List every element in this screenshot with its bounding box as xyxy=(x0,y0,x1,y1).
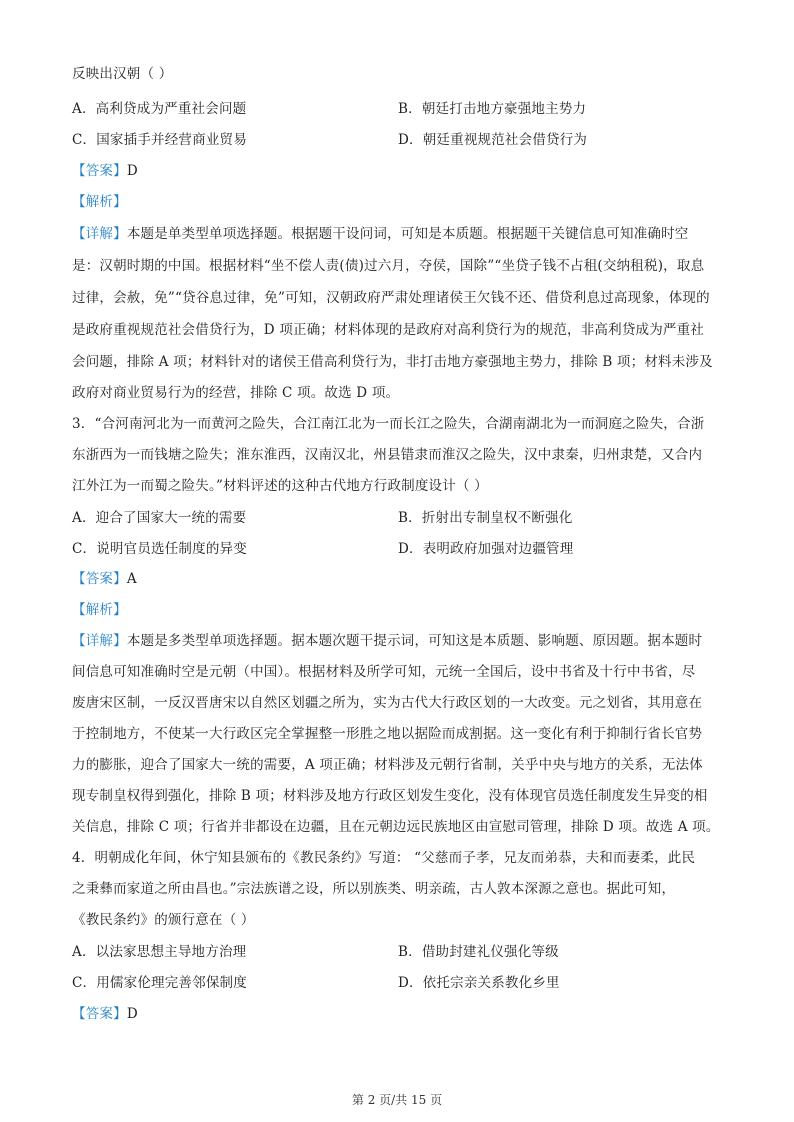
q3-stem-line: 东浙西为一而钱塘之险失；淮东淮西，汉南汉北，州县错隶而淮汉之险失，汉中隶秦，归州隶楚，又合内 xyxy=(72,447,703,463)
q2-option-b: B．朝廷打击地方豪强地主势力 xyxy=(398,101,587,117)
q4-option-a: A．以法家思想主导地方治理 xyxy=(72,944,247,960)
q3-detail-line: 废唐宋区制，一反汉晋唐宋以自然区划疆之所为，实为古代大行政区划的一大改变。元之划省，其用意在 xyxy=(72,695,703,711)
page-footer: 第 2 页/共 15 页 xyxy=(351,1093,443,1107)
q4-stem-line: 4．明朝成化年间，休宁知县颁布的《教民条约》写道： “父慈而子孝，兄友而弟恭，夫和而妻柔，此民 xyxy=(72,850,696,866)
q3-detail-label: 【详解】 xyxy=(72,633,127,649)
q2-detail-line xyxy=(72,224,689,244)
q2-detail-label: 【详解】 xyxy=(72,226,127,242)
q2-analysis-label: 【解析】 xyxy=(72,194,127,210)
q3-detail-line: 关信息，排除 C 项；行省并非都设在边疆，且在元朝边远民族地区由宣慰司管理，排除 D 项。故选 A 项。 xyxy=(72,819,720,835)
q4-option-b: B．借助封建礼仪强化等级 xyxy=(398,944,559,960)
q2-detail-line: 会问题，排除 A 项；材料针对的诸侯王借高利贷行为，非打击地方豪强地主势力，排除 B 项；材料未涉及 xyxy=(72,354,713,370)
q3-option-d: D．表明政府加强对边疆管理 xyxy=(398,541,574,557)
q3-answer xyxy=(72,569,137,589)
q3-stem-line: 3．“合河南河北为一而黄河之险失，合江南江北为一而长江之险失，合湖南湖北为一而洞庭之险失，合浙 xyxy=(72,416,705,432)
q4-stem-line: 之秉彝而家道之所由昌也。”宗法族谱之设，所以别族类、明亲疏，古人敦本深源之意也。据此可知， xyxy=(72,881,676,897)
q2-option-c: C．国家插手并经营商业贸易 xyxy=(72,132,247,148)
q3-detail-line: 于控制地方，不使某一大行政区完全掌握整一形胜之地以据险而成割据。这一变化有利于抑制行省长官势 xyxy=(72,726,703,742)
q4-answer-label: 【答案】 xyxy=(72,1006,127,1022)
q3-detail-line: 间信息可知准确时空是元朝（中国）。根据材料及所学可知，元统一全国后，设中书省及十行中书省，尽 xyxy=(72,664,696,680)
q3-detail-line xyxy=(72,631,702,651)
q3-answer-value: A xyxy=(126,571,137,587)
q2-detail-line: 是：汉朝时期的中国。根据材料“坐不偿人责(债)过六月，夺侯，国除”“坐贷子钱不占租(交纳租税)，取息 xyxy=(72,258,705,274)
q2-detail-text: 本题是单类型单项选择题。根据题干设问词，可知是本质题。根据题干关键信息可知准确时空 xyxy=(126,226,689,242)
q2-answer xyxy=(72,161,138,181)
q4-stem-line: 《教民条约》的颁行意在（ ） xyxy=(72,912,255,928)
q4-answer-value: D xyxy=(126,1006,138,1022)
q3-option-b: B．折射出专制皇权不断强化 xyxy=(398,510,573,526)
q4-option-d: D．依托宗亲关系教化乡里 xyxy=(398,975,560,991)
q2-option-d: D．朝廷重视规范社会借贷行为 xyxy=(398,132,588,148)
q2-detail-line: 过律，会赦，免”“贷谷息过律，免”可知，汉朝政府严肃处理诸侯王欠钱不还、借贷利息过高现象，体现的 xyxy=(72,290,710,306)
q3-stem-line: 江外江为一而蜀之险失。”材料评述的这种古代地方行政制度设计（ ） xyxy=(72,478,488,494)
q3-analysis-label: 【解析】 xyxy=(72,602,127,618)
q3-detail-text: 本题是多类型单项选择题。据本题次题干提示词，可知这是本质题、影响题、原因题。据本题时 xyxy=(126,633,703,649)
q2-detail-line: 政府对商业贸易行为的经营，排除 C 项。故选 D 项。 xyxy=(72,385,400,401)
q3-answer-label: 【答案】 xyxy=(72,571,127,587)
q2-answer-label: 【答案】 xyxy=(72,163,127,179)
q2-stem-tail: 反映出汉朝（ ） xyxy=(72,66,173,82)
q3-detail-line: 现专制皇权得到强化，排除 B 项；材料涉及地方行政区划发生变化，没有体现官员选任制度发生异变的相 xyxy=(72,788,708,804)
q3-option-a: A．迎合了国家大一统的需要 xyxy=(72,510,247,526)
q2-answer-value: D xyxy=(126,163,138,179)
q2-detail-line: 是政府重视规范社会借贷行为，D 项正确；材料体现的是政府对高利贷行为的规范，非高利贷成为严重社 xyxy=(72,322,705,338)
q4-answer xyxy=(72,1004,138,1024)
q4-option-c: C．用儒家伦理完善邻保制度 xyxy=(72,975,247,991)
q3-option-c: C．说明官员选任制度的异变 xyxy=(72,541,247,557)
q3-detail-line: 力的膨胀，迎合了国家大一统的需要，A 项正确；材料涉及元朝行省制，关乎中央与地方的关系，无法体 xyxy=(72,757,703,773)
q2-option-a: A．高利贷成为严重社会问题 xyxy=(72,101,247,117)
